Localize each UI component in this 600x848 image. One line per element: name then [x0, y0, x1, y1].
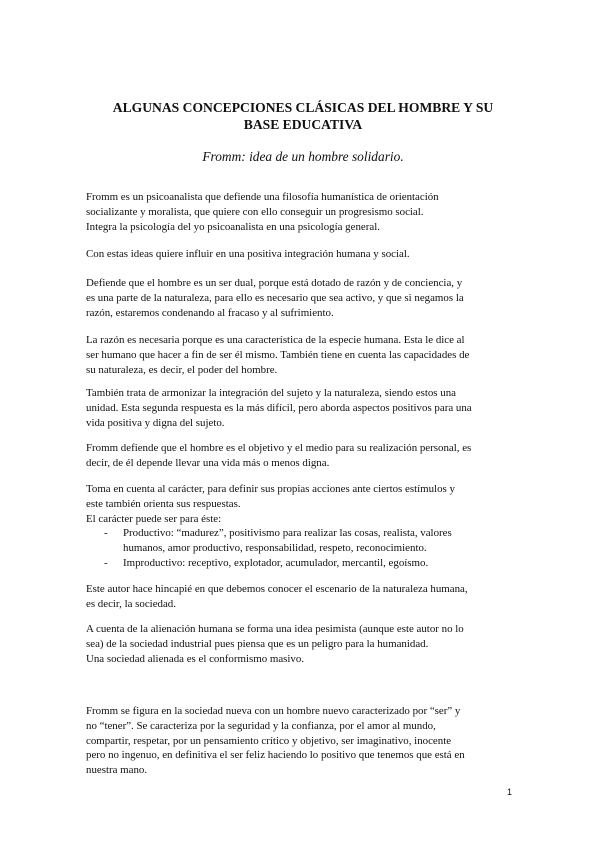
- paragraph-9: [86, 622, 520, 666]
- text-line: También trata de armonizar la integración del sujeto y la naturaleza, siendo estos una: [86, 387, 456, 399]
- text-line: Este autor hace hincapié en que debemos conocer el escenario de la naturaleza humana,: [86, 583, 468, 595]
- text-line: no “tener”. Se caracteriza por la seguridad y la confianza, por el amor al mundo,: [86, 719, 436, 732]
- text-line: Toma en cuenta al carácter, para definir sus propias acciones ante ciertos estímulos y: [86, 483, 455, 495]
- text-line: su naturaleza, es decir, el poder del hombre.: [86, 363, 278, 376]
- text-line: pero no ingenuo, en definitiva el ser feliz haciendo lo positivo que tenemos que está en: [86, 749, 465, 762]
- list-dash: -: [104, 527, 108, 540]
- list-dash: -: [104, 556, 108, 569]
- title-line: BASE EDUCATIVA: [243, 117, 363, 132]
- paragraph-5: [86, 386, 520, 430]
- list-item-line: Improductivo: receptivo, explotador, acumulador, mercantil, egoísmo.: [123, 556, 429, 569]
- list-item-line: Productivo: “madurez”, positivismo para realizar las cosas, realista, valores: [123, 527, 452, 540]
- paragraph-7: [86, 482, 520, 571]
- text-line: socializante y moralista, que quiere con ello conseguir un progresismo social.: [86, 205, 424, 218]
- text-line: nuestra mano.: [86, 764, 148, 777]
- text-line: es una parte de la naturaleza, para ello es necesario que sea activo, y que si negamos la: [86, 291, 464, 304]
- text-line: Fromm se figura en la sociedad nueva con un hombre nuevo caracterizado por “ser” y: [86, 705, 461, 717]
- paragraph-6: [86, 441, 520, 471]
- text-line: compartir, respetar, por un pensamiento crítico y objetivo, ser imaginativo, inocente: [86, 734, 452, 747]
- paragraph-10: [86, 704, 520, 778]
- text-line: ser humano que hacer a fin de ser él mismo. También tiene en cuenta las capacidades de: [86, 348, 470, 361]
- paragraph-3: [86, 276, 520, 320]
- text-line: A cuenta de la alienación humana se forma una idea pesimista (aunque este autor no lo: [86, 623, 464, 635]
- text-line: es decir, la sociedad.: [86, 597, 176, 610]
- text-line: Con estas ideas quiere influir en una positiva integración humana y social.: [86, 248, 410, 260]
- text-line: Fromm es un psicoanalista que defiende una filosofía humanística de orientación: [86, 191, 439, 203]
- text-line: La razón es necesaria porque es una característica de la especie humana. Esta le dice al: [86, 334, 465, 346]
- paragraph-1: [86, 190, 520, 234]
- text-line: unidad. Esta segunda respuesta es la más difícil, pero aborda aspectos positivos para una: [86, 401, 472, 414]
- text-line: sea) de la sociedad industrial pues piensa que es un peligro para la humanidad.: [86, 637, 429, 650]
- paragraph-4: [86, 333, 520, 377]
- list-item-line: humanos, amor productivo, responsabilidad, respeto, reconocimiento.: [123, 542, 427, 555]
- page-number: 1: [507, 787, 513, 797]
- text-line: El carácter puede ser para éste:: [86, 512, 222, 525]
- text-line: vida positiva y digna del sujeto.: [86, 416, 225, 429]
- text-line: razón, estaremos condenando al fracaso y al sufrimiento.: [86, 306, 334, 319]
- document-subtitle: Fromm: idea de un hombre solidario.: [202, 149, 404, 164]
- text-line: Defiende que el hombre es un ser dual, porque está dotado de razón y de conciencia, y: [86, 277, 463, 289]
- text-line: este también orienta sus respuestas.: [86, 497, 241, 510]
- document-title: [86, 99, 520, 133]
- list-item: [86, 526, 520, 556]
- text-line: Una sociedad alienada es el conformismo masivo.: [86, 652, 305, 665]
- paragraph-2: [86, 247, 520, 262]
- text-line: Integra la psicología del yo psicoanalista en una psicología general.: [86, 220, 380, 233]
- text-line: decir, de él depende llevar una vida más o menos digna.: [86, 456, 330, 469]
- paragraph-8: [86, 582, 520, 612]
- list-item: [86, 556, 520, 571]
- text-line: Fromm defiende que el hombre es el objetivo y el medio para su realización personal, es: [86, 442, 472, 454]
- title-line: ALGUNAS CONCEPCIONES CLÁSICAS DEL HOMBRE Y SU: [112, 100, 494, 115]
